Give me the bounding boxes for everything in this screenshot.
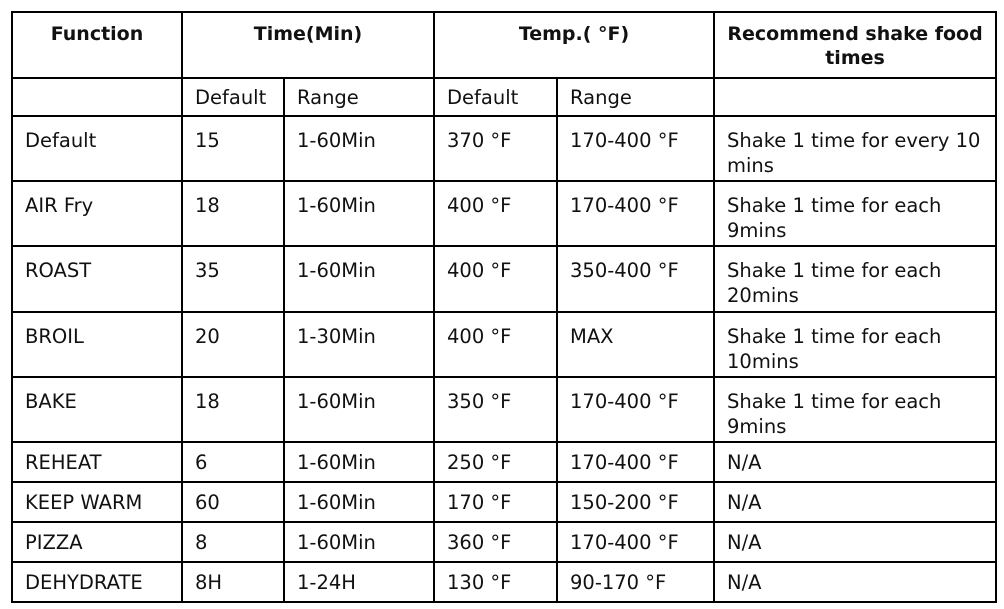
cell-temp-range: 350-400 °F xyxy=(557,246,714,311)
cell-function: PIZZA xyxy=(12,522,182,562)
cell-temp-range: 170-400 °F xyxy=(557,116,714,181)
cell-temp-range: 170-400 °F xyxy=(557,522,714,562)
cell-time-range: 1-60Min xyxy=(284,522,434,562)
cell-temp-default: 130 °F xyxy=(434,562,557,602)
subheader-empty-function xyxy=(12,78,182,116)
cell-function: AIR Fry xyxy=(12,181,182,246)
cell-time-range: 1-60Min xyxy=(284,482,434,522)
cell-function: BROIL xyxy=(12,312,182,377)
header-function: Function xyxy=(12,12,182,78)
subheader-temp-range: Range xyxy=(557,78,714,116)
cell-function: BAKE xyxy=(12,377,182,442)
cell-time-default: 15 xyxy=(182,116,284,181)
cell-shake: N/A xyxy=(714,522,996,562)
cell-temp-default: 370 °F xyxy=(434,116,557,181)
cell-time-default: 6 xyxy=(182,442,284,482)
cell-time-range: 1-60Min xyxy=(284,246,434,311)
cell-time-default: 60 xyxy=(182,482,284,522)
header-row xyxy=(12,12,996,78)
cell-temp-range: 170-400 °F xyxy=(557,442,714,482)
cell-time-default: 18 xyxy=(182,377,284,442)
table-row xyxy=(12,246,996,311)
cell-temp-default: 170 °F xyxy=(434,482,557,522)
header-shake: Recommend shake food times xyxy=(714,12,996,78)
cooking-functions-table xyxy=(11,11,997,603)
cell-time-range: 1-30Min xyxy=(284,312,434,377)
subheader-time-default: Default xyxy=(182,78,284,116)
cell-temp-range: 170-400 °F xyxy=(557,377,714,442)
cell-temp-default: 350 °F xyxy=(434,377,557,442)
cell-temp-range: 150-200 °F xyxy=(557,482,714,522)
table-row xyxy=(12,181,996,246)
header-time: Time(Min) xyxy=(182,12,434,78)
cell-shake: Shake 1 time for each 20mins xyxy=(714,246,996,311)
table-row xyxy=(12,562,996,602)
table-row xyxy=(12,377,996,442)
cell-shake: Shake 1 time for each 9mins xyxy=(714,181,996,246)
cell-shake: Shake 1 time for every 10 mins xyxy=(714,116,996,181)
cell-time-range: 1-60Min xyxy=(284,181,434,246)
cell-time-range: 1-24H xyxy=(284,562,434,602)
subheader-temp-default: Default xyxy=(434,78,557,116)
cell-time-range: 1-60Min xyxy=(284,116,434,181)
cell-temp-default: 250 °F xyxy=(434,442,557,482)
cell-function: KEEP WARM xyxy=(12,482,182,522)
table-row xyxy=(12,116,996,181)
cell-time-range: 1-60Min xyxy=(284,377,434,442)
table-row xyxy=(12,482,996,522)
cell-shake: N/A xyxy=(714,562,996,602)
cell-shake: N/A xyxy=(714,442,996,482)
cell-function: DEHYDRATE xyxy=(12,562,182,602)
subheader-row xyxy=(12,78,996,116)
cell-time-default: 18 xyxy=(182,181,284,246)
cell-time-default: 20 xyxy=(182,312,284,377)
cell-function: Default xyxy=(12,116,182,181)
cell-temp-default: 360 °F xyxy=(434,522,557,562)
cell-temp-range: 90-170 °F xyxy=(557,562,714,602)
cell-temp-default: 400 °F xyxy=(434,246,557,311)
header-temp: Temp.( °F) xyxy=(434,12,714,78)
cell-shake: Shake 1 time for each 9mins xyxy=(714,377,996,442)
cell-shake: N/A xyxy=(714,482,996,522)
table-row xyxy=(12,442,996,482)
cell-temp-default: 400 °F xyxy=(434,181,557,246)
cell-time-default: 8H xyxy=(182,562,284,602)
cell-temp-default: 400 °F xyxy=(434,312,557,377)
cell-time-default: 35 xyxy=(182,246,284,311)
cell-time-default: 8 xyxy=(182,522,284,562)
cell-temp-range: MAX xyxy=(557,312,714,377)
cell-function: REHEAT xyxy=(12,442,182,482)
cell-shake: Shake 1 time for each 10mins xyxy=(714,312,996,377)
subheader-time-range: Range xyxy=(284,78,434,116)
table-row xyxy=(12,312,996,377)
table-row xyxy=(12,522,996,562)
subheader-empty-shake xyxy=(714,78,996,116)
cell-time-range: 1-60Min xyxy=(284,442,434,482)
cell-temp-range: 170-400 °F xyxy=(557,181,714,246)
cell-function: ROAST xyxy=(12,246,182,311)
